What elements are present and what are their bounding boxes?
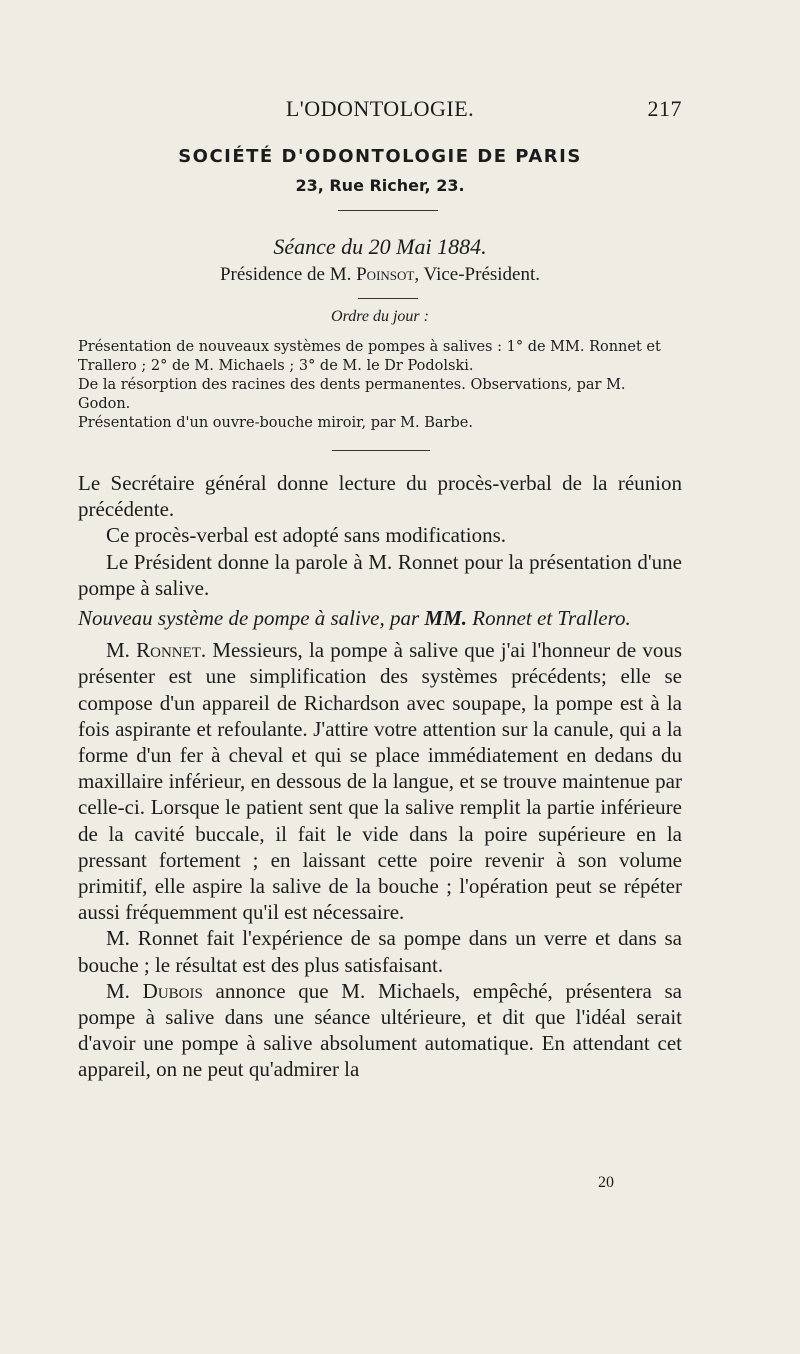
section-title-b: MM. [424, 606, 468, 631]
society-address: 23, Rue Richer, 23. [295, 176, 465, 195]
section-title [78, 605, 682, 631]
divider-rule [358, 298, 418, 299]
agenda-item: De la résorption des racines des dents permanentes. Observations, par M. Godon. [78, 377, 626, 412]
minutes-body [78, 470, 682, 1083]
session-title: Séance du 20 Mai 1884. [273, 234, 487, 259]
paragraph [78, 978, 682, 1083]
agenda-item: Présentation d'un ouvre-bouche miroir, par M. Barbe. [78, 415, 473, 431]
president-name: Poinsot [356, 264, 415, 285]
agenda-item: Présentation de nouveaux systèmes de pompes à salives : 1° de MM. Ronnet et Trallero ; 2° de M. Michaels ; 3° de M. le Dr Podolski. [78, 339, 661, 374]
divider-rule [338, 210, 438, 211]
session-presidence [78, 264, 682, 286]
agenda-list [78, 338, 682, 433]
speech-text: annonce que M. Michaels, empêché, présentera sa pompe à salive dans une séance ultérieure, et dit que l'idéal serait d'avoir une pompe à salive absolument automatique. En attendant cet appareil, on ne peut qu'admirer la [78, 978, 682, 1082]
presidence-suffix: , Vice-Président. [414, 264, 541, 285]
paragraph: Ce procès-verbal est adopté sans modifications. [106, 523, 507, 548]
speaker-name: M. Dubois [106, 978, 203, 1003]
section-title-c: Ronnet et Trallero. [467, 606, 631, 631]
paragraph: Le Secrétaire général donne lecture du procès-verbal de la réunion précédente. [78, 471, 682, 522]
paragraph: M. Ronnet fait l'expérience de sa pompe dans un verre et dans sa bouche ; le résultat est des plus satisfaisant. [78, 926, 682, 977]
speech-text: Messieurs, la pompe à salive que j'ai l'honneur de vous présenter est une simplification des systèmes précédents; elle se compose d'un appareil de Richardson avec soupape, la pompe est à la fois aspirante et refoulante. J'attire votre attention sur la canule, qui a la forme d'un fer à cheval et qui se place immédiatement en dedans du maxillaire inférieur, en dessous de la langue, et se trouve maintenue par celle-ci. Lorsque le patient sent que la salive remplit la partie inférieure de la cavité buccale, il fait le vide dans la poire supérieure en la pressant fortement ; en laissant cette poire revenir à son volume primitif, elle aspire la salive de la bouche ; l'opération peut se répéter aussi fréquemment qu'il est nécessaire. [78, 638, 682, 925]
agenda-heading: Ordre du jour : [331, 308, 429, 325]
speaker-name: M. Ronnet. [106, 638, 207, 663]
page-number: 217 [647, 96, 682, 121]
divider-rule [332, 450, 430, 451]
paragraph: Le Président donne la parole à M. Ronnet pour la présentation d'une pompe à salive. [78, 549, 682, 600]
signature-mark: 20 [598, 1174, 614, 1191]
section-title-a: Nouveau système de pompe à salive, par [78, 606, 425, 631]
running-title: L'ODONTOLOGIE. [285, 96, 475, 121]
paragraph [78, 637, 682, 925]
society-name: SOCIÉTÉ D'ODONTOLOGIE DE PARIS [178, 146, 582, 167]
running-head [78, 96, 682, 126]
presidence-prefix: Présidence de M. [219, 264, 357, 285]
